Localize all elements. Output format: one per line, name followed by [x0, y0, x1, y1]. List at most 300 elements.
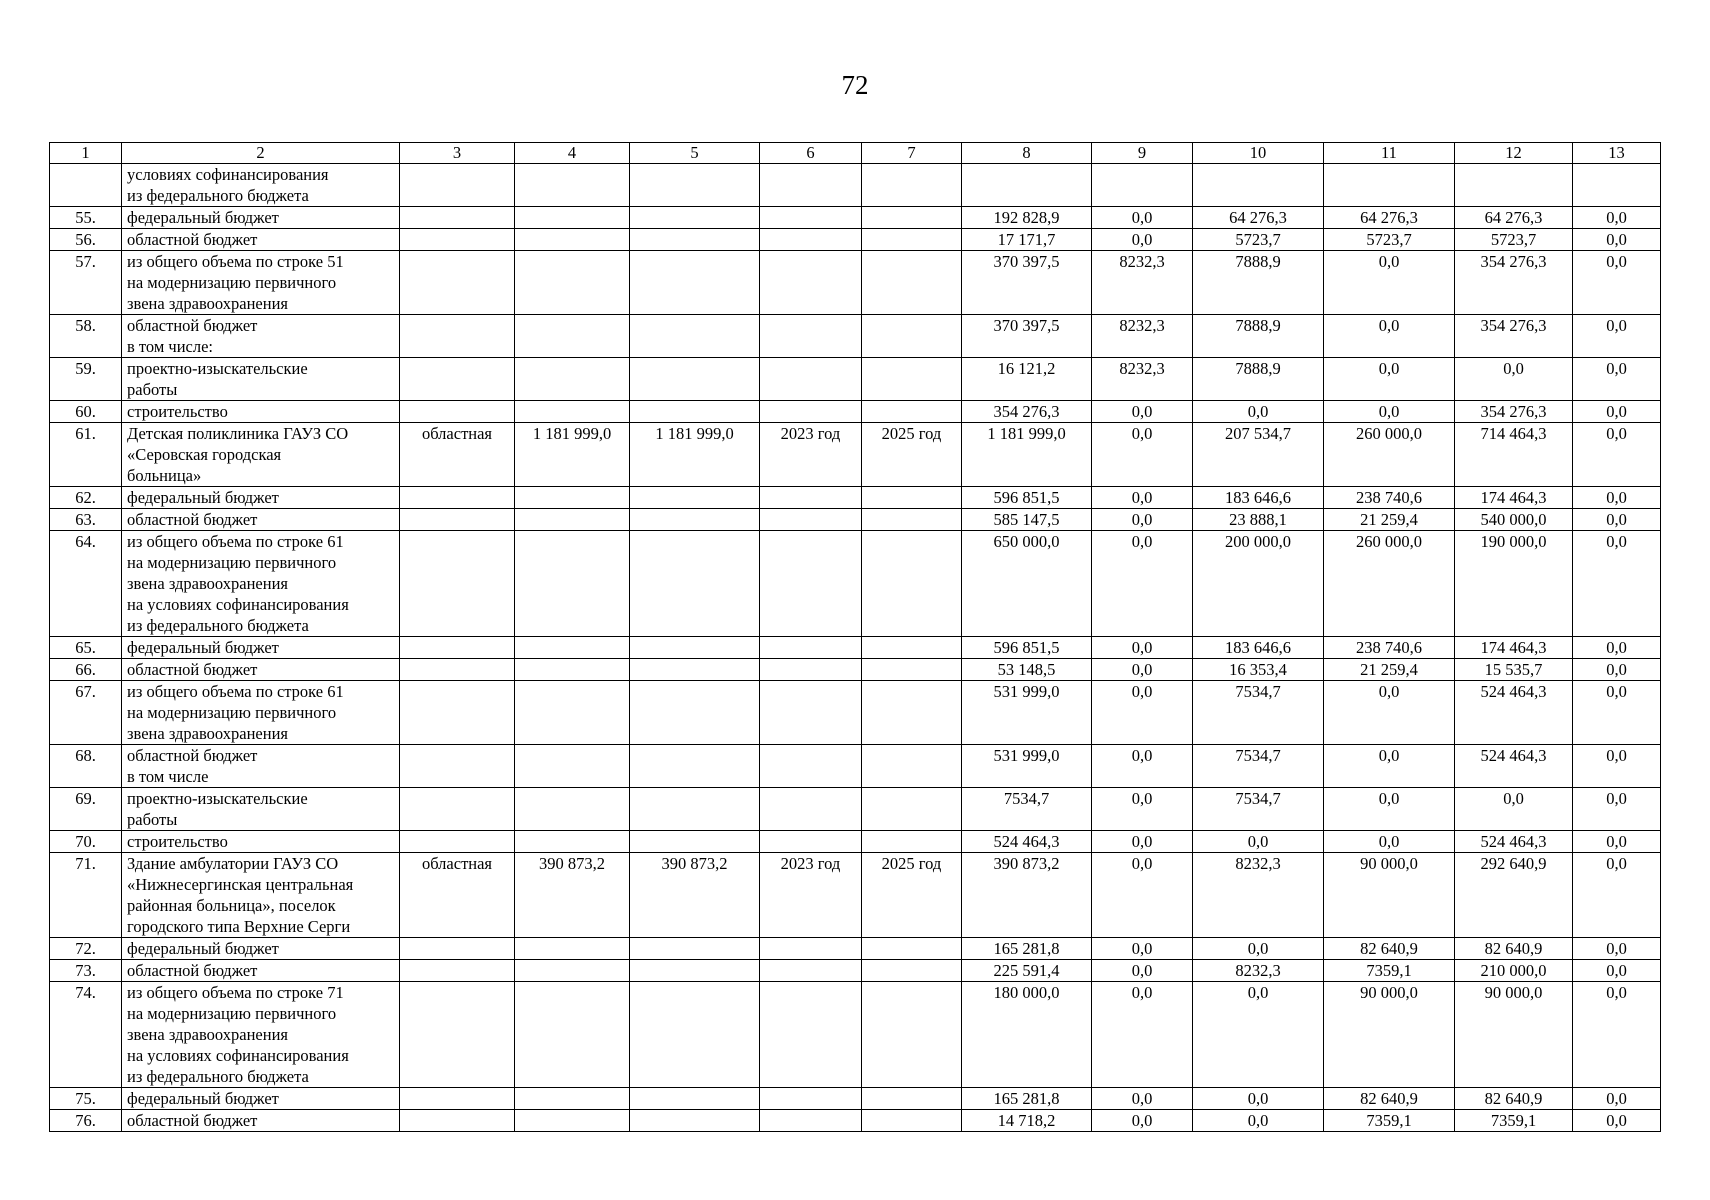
value-cell-col-5 — [630, 659, 760, 681]
column-header-12: 12 — [1455, 143, 1573, 164]
table-row — [50, 164, 1661, 207]
table-row — [50, 315, 1661, 358]
value-cell-col-8: 596 851,5 — [962, 487, 1092, 509]
value-cell-col-9: 0,0 — [1092, 831, 1193, 853]
value-cell-col-13: 0,0 — [1573, 1110, 1661, 1132]
value-cell-col-4: 1 181 999,0 — [515, 423, 630, 487]
value-cell-col-12: 174 464,3 — [1455, 487, 1573, 509]
value-cell-col-11: 238 740,6 — [1324, 637, 1455, 659]
value-cell-col-3 — [400, 229, 515, 251]
row-number-cell: 72. — [50, 938, 122, 960]
value-cell-col-3 — [400, 164, 515, 207]
value-cell-col-6 — [760, 637, 862, 659]
row-number-cell — [50, 164, 122, 207]
value-cell-col-13: 0,0 — [1573, 938, 1661, 960]
value-cell-col-8: 225 591,4 — [962, 960, 1092, 982]
value-cell-col-8: 1 181 999,0 — [962, 423, 1092, 487]
description-line: из федерального бюджета — [127, 186, 309, 205]
value-cell-col-7 — [862, 164, 962, 207]
value-cell-col-9: 0,0 — [1092, 401, 1193, 423]
value-cell-col-6 — [760, 531, 862, 637]
value-cell-col-11: 260 000,0 — [1324, 531, 1455, 637]
value-cell-col-12: 82 640,9 — [1455, 1088, 1573, 1110]
value-cell-col-10: 7888,9 — [1193, 251, 1324, 315]
table-row — [50, 637, 1661, 659]
value-cell-col-7 — [862, 681, 962, 745]
value-cell-col-7 — [862, 401, 962, 423]
value-cell-col-5 — [630, 251, 760, 315]
value-cell-col-11: 260 000,0 — [1324, 423, 1455, 487]
value-cell-col-8: 180 000,0 — [962, 982, 1092, 1088]
description-cell — [122, 831, 400, 853]
value-cell-col-10: 8232,3 — [1193, 960, 1324, 982]
value-cell-col-6 — [760, 229, 862, 251]
description-line: звена здравоохранения — [127, 574, 288, 593]
value-cell-col-4 — [515, 315, 630, 358]
value-cell-col-13 — [1573, 164, 1661, 207]
description-line: работы — [127, 380, 178, 399]
value-cell-col-3 — [400, 207, 515, 229]
column-header-4: 4 — [515, 143, 630, 164]
value-cell-col-9: 8232,3 — [1092, 358, 1193, 401]
value-cell-col-13: 0,0 — [1573, 251, 1661, 315]
value-cell-col-7 — [862, 831, 962, 853]
description-line: «Нижнесергинская центральная — [127, 875, 354, 894]
value-cell-col-10: 5723,7 — [1193, 229, 1324, 251]
value-cell-col-11: 90 000,0 — [1324, 853, 1455, 938]
table-row — [50, 960, 1661, 982]
table-row — [50, 681, 1661, 745]
value-cell-col-9: 0,0 — [1092, 659, 1193, 681]
value-cell-col-13: 0,0 — [1573, 745, 1661, 788]
value-cell-col-11 — [1324, 164, 1455, 207]
value-cell-col-12: 292 640,9 — [1455, 853, 1573, 938]
value-cell-col-9: 0,0 — [1092, 229, 1193, 251]
value-cell-col-7 — [862, 358, 962, 401]
column-header-8: 8 — [962, 143, 1092, 164]
value-cell-col-3 — [400, 982, 515, 1088]
description-cell — [122, 164, 400, 207]
value-cell-col-13: 0,0 — [1573, 1088, 1661, 1110]
value-cell-col-11: 7359,1 — [1324, 1110, 1455, 1132]
value-cell-col-13: 0,0 — [1573, 788, 1661, 831]
value-cell-col-3: областная — [400, 853, 515, 938]
column-header-1: 1 — [50, 143, 122, 164]
description-line: строительство — [127, 832, 228, 851]
description-line: на модернизацию первичного — [127, 1004, 337, 1023]
value-cell-col-13: 0,0 — [1573, 487, 1661, 509]
value-cell-col-5 — [630, 681, 760, 745]
column-header-9: 9 — [1092, 143, 1193, 164]
value-cell-col-10: 23 888,1 — [1193, 509, 1324, 531]
value-cell-col-10: 0,0 — [1193, 831, 1324, 853]
value-cell-col-12: 524 464,3 — [1455, 745, 1573, 788]
description-cell — [122, 745, 400, 788]
value-cell-col-4 — [515, 831, 630, 853]
description-line: проектно-изыскательские — [127, 789, 308, 808]
value-cell-col-9: 0,0 — [1092, 531, 1193, 637]
value-cell-col-5 — [630, 831, 760, 853]
value-cell-col-3 — [400, 831, 515, 853]
value-cell-col-5 — [630, 229, 760, 251]
value-cell-col-5 — [630, 637, 760, 659]
description-cell — [122, 487, 400, 509]
value-cell-col-11: 0,0 — [1324, 315, 1455, 358]
value-cell-col-7 — [862, 229, 962, 251]
value-cell-col-3 — [400, 315, 515, 358]
row-number-cell: 58. — [50, 315, 122, 358]
row-number-cell: 66. — [50, 659, 122, 681]
header-row — [50, 143, 1661, 164]
value-cell-col-7: 2025 год — [862, 853, 962, 938]
value-cell-col-4 — [515, 1088, 630, 1110]
value-cell-col-5 — [630, 487, 760, 509]
table-row — [50, 853, 1661, 938]
value-cell-col-6 — [760, 358, 862, 401]
column-header-2: 2 — [122, 143, 400, 164]
value-cell-col-8: 390 873,2 — [962, 853, 1092, 938]
value-cell-col-10: 8232,3 — [1193, 853, 1324, 938]
value-cell-col-7 — [862, 745, 962, 788]
row-number-cell: 69. — [50, 788, 122, 831]
description-line: больница» — [127, 466, 202, 485]
value-cell-col-10: 7888,9 — [1193, 358, 1324, 401]
description-cell — [122, 788, 400, 831]
value-cell-col-9: 0,0 — [1092, 1088, 1193, 1110]
description-line: звена здравоохранения — [127, 1025, 288, 1044]
value-cell-col-3 — [400, 401, 515, 423]
value-cell-col-6 — [760, 164, 862, 207]
value-cell-col-6 — [760, 251, 862, 315]
description-cell — [122, 315, 400, 358]
value-cell-col-9: 8232,3 — [1092, 251, 1193, 315]
description-line: из федерального бюджета — [127, 616, 309, 635]
value-cell-col-5: 1 181 999,0 — [630, 423, 760, 487]
row-number-cell: 67. — [50, 681, 122, 745]
row-number-cell: 63. — [50, 509, 122, 531]
value-cell-col-10: 7888,9 — [1193, 315, 1324, 358]
value-cell-col-12: 540 000,0 — [1455, 509, 1573, 531]
description-cell — [122, 637, 400, 659]
value-cell-col-8: 165 281,8 — [962, 938, 1092, 960]
value-cell-col-12: 524 464,3 — [1455, 681, 1573, 745]
value-cell-col-12: 190 000,0 — [1455, 531, 1573, 637]
value-cell-col-8: 354 276,3 — [962, 401, 1092, 423]
value-cell-col-12: 5723,7 — [1455, 229, 1573, 251]
value-cell-col-12: 64 276,3 — [1455, 207, 1573, 229]
description-line: условиях софинансирования — [127, 165, 329, 184]
value-cell-col-11: 0,0 — [1324, 251, 1455, 315]
description-line: из общего объема по строке 61 — [127, 682, 344, 701]
table-row — [50, 251, 1661, 315]
value-cell-col-6 — [760, 831, 862, 853]
value-cell-col-10: 0,0 — [1193, 938, 1324, 960]
value-cell-col-8: 370 397,5 — [962, 251, 1092, 315]
description-cell — [122, 229, 400, 251]
description-line: на условиях софинансирования — [127, 595, 349, 614]
description-line: на условиях софинансирования — [127, 1046, 349, 1065]
value-cell-col-13: 0,0 — [1573, 229, 1661, 251]
description-line: в том числе — [127, 767, 209, 786]
value-cell-col-4 — [515, 509, 630, 531]
column-header-3: 3 — [400, 143, 515, 164]
value-cell-col-11: 64 276,3 — [1324, 207, 1455, 229]
column-header-6: 6 — [760, 143, 862, 164]
row-number-cell: 61. — [50, 423, 122, 487]
column-header-5: 5 — [630, 143, 760, 164]
value-cell-col-13: 0,0 — [1573, 531, 1661, 637]
value-cell-col-9: 0,0 — [1092, 423, 1193, 487]
row-number-cell: 74. — [50, 982, 122, 1088]
column-header-7: 7 — [862, 143, 962, 164]
table-row — [50, 1088, 1661, 1110]
value-cell-col-8: 650 000,0 — [962, 531, 1092, 637]
value-cell-col-11: 21 259,4 — [1324, 509, 1455, 531]
description-line: из общего объема по строке 71 — [127, 983, 344, 1002]
value-cell-col-7 — [862, 788, 962, 831]
value-cell-col-5 — [630, 315, 760, 358]
value-cell-col-4 — [515, 251, 630, 315]
value-cell-col-9: 0,0 — [1092, 637, 1193, 659]
value-cell-col-11: 82 640,9 — [1324, 1088, 1455, 1110]
value-cell-col-3 — [400, 788, 515, 831]
value-cell-col-12: 0,0 — [1455, 358, 1573, 401]
value-cell-col-9: 8232,3 — [1092, 315, 1193, 358]
value-cell-col-13: 0,0 — [1573, 637, 1661, 659]
row-number-cell: 70. — [50, 831, 122, 853]
value-cell-col-5 — [630, 358, 760, 401]
value-cell-col-13: 0,0 — [1573, 315, 1661, 358]
description-line: в том числе: — [127, 337, 214, 356]
description-line: на модернизацию первичного — [127, 273, 337, 292]
value-cell-col-13: 0,0 — [1573, 982, 1661, 1088]
description-line: звена здравоохранения — [127, 724, 288, 743]
value-cell-col-5 — [630, 982, 760, 1088]
value-cell-col-7: 2025 год — [862, 423, 962, 487]
table-row — [50, 745, 1661, 788]
budget-table — [49, 142, 1661, 1132]
value-cell-col-13: 0,0 — [1573, 853, 1661, 938]
value-cell-col-10: 7534,7 — [1193, 788, 1324, 831]
value-cell-col-10: 64 276,3 — [1193, 207, 1324, 229]
row-number-cell: 76. — [50, 1110, 122, 1132]
value-cell-col-4 — [515, 788, 630, 831]
row-number-cell: 64. — [50, 531, 122, 637]
description-cell — [122, 960, 400, 982]
value-cell-col-12: 354 276,3 — [1455, 315, 1573, 358]
value-cell-col-9: 0,0 — [1092, 938, 1193, 960]
value-cell-col-3 — [400, 358, 515, 401]
value-cell-col-3 — [400, 487, 515, 509]
description-line: федеральный бюджет — [127, 1089, 279, 1108]
value-cell-col-10: 207 534,7 — [1193, 423, 1324, 487]
value-cell-col-10: 7534,7 — [1193, 681, 1324, 745]
value-cell-col-8: 596 851,5 — [962, 637, 1092, 659]
value-cell-col-10 — [1193, 164, 1324, 207]
value-cell-col-6 — [760, 401, 862, 423]
value-cell-col-5 — [630, 1110, 760, 1132]
description-cell — [122, 659, 400, 681]
value-cell-col-6 — [760, 938, 862, 960]
value-cell-col-11: 238 740,6 — [1324, 487, 1455, 509]
value-cell-col-5 — [630, 938, 760, 960]
value-cell-col-11: 0,0 — [1324, 788, 1455, 831]
value-cell-col-12: 210 000,0 — [1455, 960, 1573, 982]
value-cell-col-4 — [515, 745, 630, 788]
value-cell-col-10: 7534,7 — [1193, 745, 1324, 788]
description-line: федеральный бюджет — [127, 208, 279, 227]
table-row — [50, 938, 1661, 960]
row-number-cell: 57. — [50, 251, 122, 315]
value-cell-col-13: 0,0 — [1573, 831, 1661, 853]
description-line: из общего объема по строке 61 — [127, 532, 344, 551]
value-cell-col-6 — [760, 659, 862, 681]
value-cell-col-8: 53 148,5 — [962, 659, 1092, 681]
value-cell-col-12: 174 464,3 — [1455, 637, 1573, 659]
value-cell-col-8 — [962, 164, 1092, 207]
description-line: работы — [127, 810, 178, 829]
value-cell-col-10: 0,0 — [1193, 401, 1324, 423]
value-cell-col-4 — [515, 1110, 630, 1132]
value-cell-col-4 — [515, 531, 630, 637]
description-cell — [122, 1110, 400, 1132]
description-cell — [122, 531, 400, 637]
table-row — [50, 423, 1661, 487]
value-cell-col-3 — [400, 531, 515, 637]
description-line: из федерального бюджета — [127, 1067, 309, 1086]
value-cell-col-11: 0,0 — [1324, 681, 1455, 745]
description-line: из общего объема по строке 51 — [127, 252, 344, 271]
description-line: Детская поликлиника ГАУЗ СО — [127, 424, 349, 443]
value-cell-col-4 — [515, 659, 630, 681]
value-cell-col-8: 17 171,7 — [962, 229, 1092, 251]
value-cell-col-9: 0,0 — [1092, 207, 1193, 229]
value-cell-col-3 — [400, 1110, 515, 1132]
description-line: строительство — [127, 402, 228, 421]
row-number-cell: 75. — [50, 1088, 122, 1110]
value-cell-col-11: 0,0 — [1324, 358, 1455, 401]
value-cell-col-12: 15 535,7 — [1455, 659, 1573, 681]
value-cell-col-5 — [630, 531, 760, 637]
value-cell-col-13: 0,0 — [1573, 207, 1661, 229]
value-cell-col-4 — [515, 637, 630, 659]
description-cell — [122, 358, 400, 401]
value-cell-col-4 — [515, 358, 630, 401]
value-cell-col-10: 183 646,6 — [1193, 487, 1324, 509]
row-number-cell: 62. — [50, 487, 122, 509]
value-cell-col-12: 714 464,3 — [1455, 423, 1573, 487]
description-line: областной бюджет — [127, 746, 258, 765]
value-cell-col-13: 0,0 — [1573, 681, 1661, 745]
table-row — [50, 1110, 1661, 1132]
row-number-cell: 68. — [50, 745, 122, 788]
value-cell-col-7 — [862, 487, 962, 509]
value-cell-col-7 — [862, 207, 962, 229]
row-number-cell: 56. — [50, 229, 122, 251]
value-cell-col-9: 0,0 — [1092, 509, 1193, 531]
value-cell-col-6 — [760, 960, 862, 982]
value-cell-col-6 — [760, 745, 862, 788]
value-cell-col-4 — [515, 487, 630, 509]
value-cell-col-4 — [515, 229, 630, 251]
value-cell-col-12: 524 464,3 — [1455, 831, 1573, 853]
value-cell-col-9: 0,0 — [1092, 681, 1193, 745]
table-row — [50, 531, 1661, 637]
value-cell-col-5 — [630, 745, 760, 788]
value-cell-col-7 — [862, 509, 962, 531]
row-number-cell: 71. — [50, 853, 122, 938]
value-cell-col-3 — [400, 637, 515, 659]
value-cell-col-12: 354 276,3 — [1455, 251, 1573, 315]
description-line: районная больница», поселок — [127, 896, 336, 915]
value-cell-col-6 — [760, 487, 862, 509]
value-cell-col-4 — [515, 982, 630, 1088]
table-row — [50, 487, 1661, 509]
value-cell-col-13: 0,0 — [1573, 509, 1661, 531]
description-cell — [122, 401, 400, 423]
value-cell-col-12: 7359,1 — [1455, 1110, 1573, 1132]
description-line: Здание амбулатории ГАУЗ СО — [127, 854, 339, 873]
description-line: на модернизацию первичного — [127, 553, 337, 572]
description-line: областной бюджет — [127, 961, 258, 980]
value-cell-col-5 — [630, 401, 760, 423]
description-line: областной бюджет — [127, 316, 258, 335]
value-cell-col-4 — [515, 960, 630, 982]
value-cell-col-11: 5723,7 — [1324, 229, 1455, 251]
value-cell-col-4 — [515, 938, 630, 960]
value-cell-col-4 — [515, 681, 630, 745]
value-cell-col-7 — [862, 659, 962, 681]
table-row — [50, 401, 1661, 423]
table-row — [50, 659, 1661, 681]
value-cell-col-8: 370 397,5 — [962, 315, 1092, 358]
value-cell-col-9: 0,0 — [1092, 487, 1193, 509]
page-number: 72 — [841, 70, 869, 100]
table-row — [50, 982, 1661, 1088]
description-line: федеральный бюджет — [127, 638, 279, 657]
value-cell-col-5 — [630, 207, 760, 229]
value-cell-col-10: 0,0 — [1193, 1088, 1324, 1110]
description-cell — [122, 423, 400, 487]
row-number-cell: 60. — [50, 401, 122, 423]
value-cell-col-6: 2023 год — [760, 423, 862, 487]
value-cell-col-8: 531 999,0 — [962, 681, 1092, 745]
value-cell-col-13: 0,0 — [1573, 659, 1661, 681]
value-cell-col-3 — [400, 1088, 515, 1110]
description-line: областной бюджет — [127, 660, 258, 679]
value-cell-col-3 — [400, 509, 515, 531]
value-cell-col-3 — [400, 745, 515, 788]
value-cell-col-7 — [862, 960, 962, 982]
value-cell-col-8: 7534,7 — [962, 788, 1092, 831]
value-cell-col-4 — [515, 164, 630, 207]
value-cell-col-8: 14 718,2 — [962, 1110, 1092, 1132]
description-line: проектно-изыскательские — [127, 359, 308, 378]
value-cell-col-7 — [862, 637, 962, 659]
description-line: федеральный бюджет — [127, 488, 279, 507]
value-cell-col-5 — [630, 164, 760, 207]
table-row — [50, 358, 1661, 401]
value-cell-col-12: 0,0 — [1455, 788, 1573, 831]
value-cell-col-10: 183 646,6 — [1193, 637, 1324, 659]
value-cell-col-11: 0,0 — [1324, 831, 1455, 853]
value-cell-col-13: 0,0 — [1573, 401, 1661, 423]
value-cell-col-7 — [862, 938, 962, 960]
value-cell-col-4 — [515, 401, 630, 423]
column-header-11: 11 — [1324, 143, 1455, 164]
description-line: федеральный бюджет — [127, 939, 279, 958]
value-cell-col-10: 200 000,0 — [1193, 531, 1324, 637]
